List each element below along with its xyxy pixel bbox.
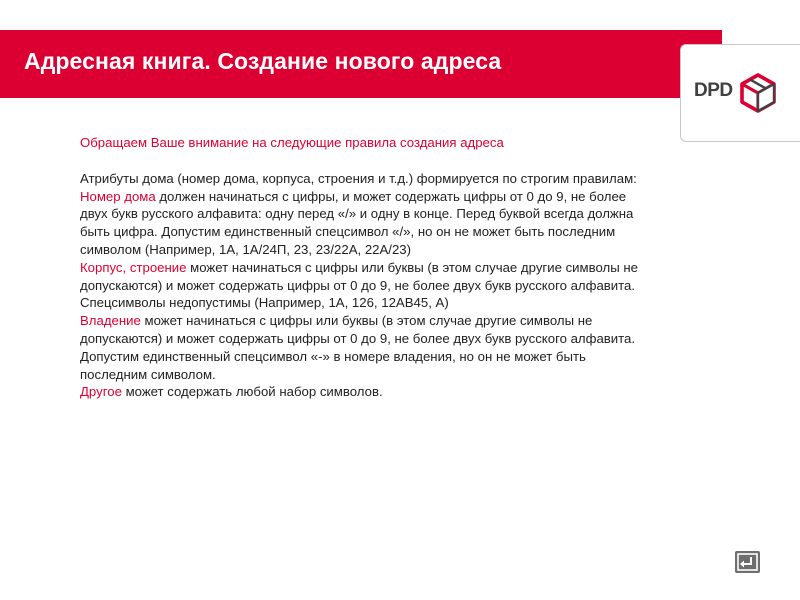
rule-term: Корпус, строение bbox=[80, 259, 187, 275]
rule-text: должен начинаться с цифры, и может содержать цифры от 0 до 9, не более двух букв русского алфавита: одну перед «/» и одну в конце. Перед буквой всегда должна быть цифра. Допустим единственный спецсимвол «/», но он не может быть последним символом (Например, 1А, 1А/24П, 23, 23/22А, 22А/23) bbox=[80, 188, 634, 257]
dpd-logo-text: DPD bbox=[694, 80, 733, 101]
rule-text: может начинаться с цифры или буквы (в этом случае другие символы не допускаются) и может содержать цифры от 0 до 9, не более двух букв русского алфавита. Спецсимволы недопустимы (Например, 1А, 126, 12АВ45, А) bbox=[80, 259, 638, 311]
rule-building bbox=[80, 259, 640, 312]
rule-term: Номер дома bbox=[80, 188, 156, 204]
rule-term: Владение bbox=[80, 313, 141, 329]
rule-house-number bbox=[80, 188, 640, 259]
dpd-cube-icon bbox=[739, 73, 777, 113]
rule-text: может начинаться с цифры или буквы (в этом случае другие символы не допускаются) и может содержать цифры от 0 до 9, не более двух букв русского алфавита. Допустим единственный спецсимвол «-» в номере владения, но он не может быть последним символом. bbox=[80, 313, 636, 382]
intro-note: Обращаем Ваше внимание на следующие правила создания адреса bbox=[80, 135, 504, 150]
rule-other bbox=[80, 383, 640, 401]
attributes-intro: Атрибуты дома (номер дома, корпуса, строения и т.д.) формируется по строгим правилам: bbox=[80, 170, 637, 186]
content-area bbox=[80, 134, 640, 401]
page-title: Адресная книга. Создание нового адреса bbox=[24, 48, 502, 74]
rule-text: может содержать любой набор символов. bbox=[121, 384, 383, 400]
rule-term: Другое bbox=[80, 384, 122, 400]
return-button[interactable] bbox=[735, 551, 760, 573]
return-arrow-icon bbox=[735, 551, 760, 573]
rule-ownership bbox=[80, 312, 640, 383]
